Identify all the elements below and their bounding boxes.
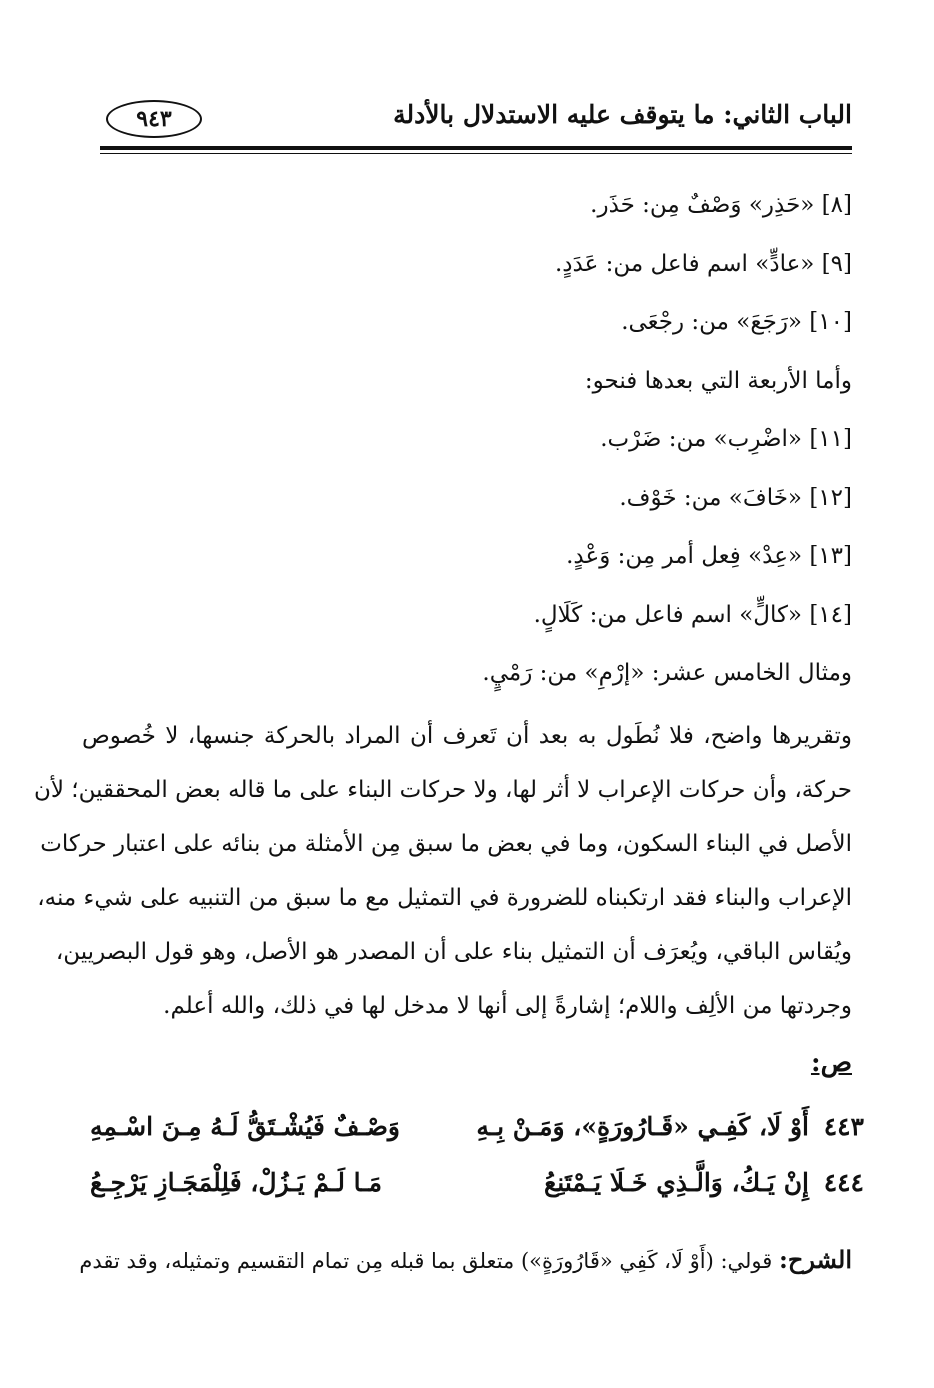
verse-number: ٤٤٣ bbox=[823, 1112, 864, 1141]
paragraph-line: الأصل في البناء السكون، وما في بعض ما سبق مِن الأمثلة من بنائه على اعتبار حركات bbox=[40, 830, 852, 857]
paragraph-line: وتقريرها واضح، فلا نُطَول به بعد أن تَعرف أن المراد بالحركة جنسها، لا خُصوص bbox=[82, 722, 852, 749]
page-header bbox=[100, 96, 852, 146]
verse-number: ٤٤٤ bbox=[823, 1168, 864, 1197]
paragraph-line: حركة، وأن حركات الإعراب لا أثر لها، ولا حركات البناء على ما قاله بعض المحققين؛ لأن bbox=[33, 776, 852, 803]
main-content bbox=[33, 176, 852, 1033]
example-line-10: [١٠] «رَجَعَ» من: رجْعَى. bbox=[621, 309, 852, 335]
verse-line bbox=[90, 1168, 864, 1214]
page-number: ٩٤٣ bbox=[136, 106, 172, 132]
example-line-9: [٩] «عادٍّ» اسم فاعل من: عَدَدٍ. bbox=[554, 250, 852, 277]
commentary-line bbox=[79, 1245, 852, 1274]
verse-line bbox=[90, 1112, 864, 1158]
header-rule-thin bbox=[100, 153, 852, 154]
intro-line: وأما الأربعة التي بعدها فنحو: bbox=[584, 367, 852, 394]
body-paragraph bbox=[33, 709, 852, 1033]
section-label: ص: bbox=[810, 1048, 852, 1078]
example-line-8: [٨] «حَذِر» وَصْفٌ مِن: حَذَر. bbox=[590, 192, 852, 218]
paragraph-line: ويُقاس الباقي، ويُعرَف أن التمثيل بناء على أن المصدر هو الأصل، وهو قول البصريين، bbox=[55, 938, 852, 965]
verse-hemistich-second: وَصْـفٌ فَيُشْـتَقُّ لَـهُ مِـنَ اسْـمِهِ bbox=[90, 1112, 400, 1141]
verse-hemistich-second: مَـا لَـمْ يَـزُلْ، فَلِلْمَجَـازِ يَرْجِـعُ bbox=[90, 1168, 382, 1197]
example-line-14: [١٤] «كالٍّ» اسم فاعل من: كَلَالٍ. bbox=[533, 601, 852, 628]
verse-hemistich-first: أَوْ لَا، كَفِـي «قَـارُورَةٍ»، وَمَـنْ بِـهِ bbox=[476, 1112, 809, 1141]
paragraph-line: وجردتها من الألِف واللام؛ إشارةً إلى أنها لا مدخل لها في ذلك، والله أعلم. bbox=[163, 992, 852, 1019]
verse-hemistich-first: إِنْ يَـكُ، وَالَّـذِي خَـلَا يَـمْتَنِعُ bbox=[543, 1168, 809, 1197]
running-title: الباب الثاني: ما يتوقف عليه الاستدلال بالأدلة bbox=[393, 100, 852, 129]
header-rule-thick bbox=[100, 146, 852, 150]
commentary-text: قولي: (أَوْ لَا، كَفِي «قَارُورَةٍ») متعلق بما قبله مِن تمام التقسيم وتمثيله، وقد تقدم bbox=[79, 1249, 773, 1273]
example-line-11: [١١] «اضْرِب» من: ضَرْب. bbox=[600, 426, 852, 452]
example-line-12: [١٢] «خَافَ» من: خَوْف. bbox=[619, 484, 852, 511]
paragraph-line: الإعراب والبناء فقد ارتكبناه للضرورة في التمثيل مع ما سبق من التنبيه على شيء منه، bbox=[37, 884, 852, 911]
example-line-13: [١٣] «عِدْ» فِعل أمر مِن: وَعْدٍ. bbox=[566, 543, 852, 569]
example-line-15: ومثال الخامس عشر: «إرْمِ» من: رَمْيٍ. bbox=[482, 660, 852, 686]
commentary-label: الشرح: bbox=[779, 1245, 852, 1274]
page-number-badge bbox=[106, 100, 202, 138]
